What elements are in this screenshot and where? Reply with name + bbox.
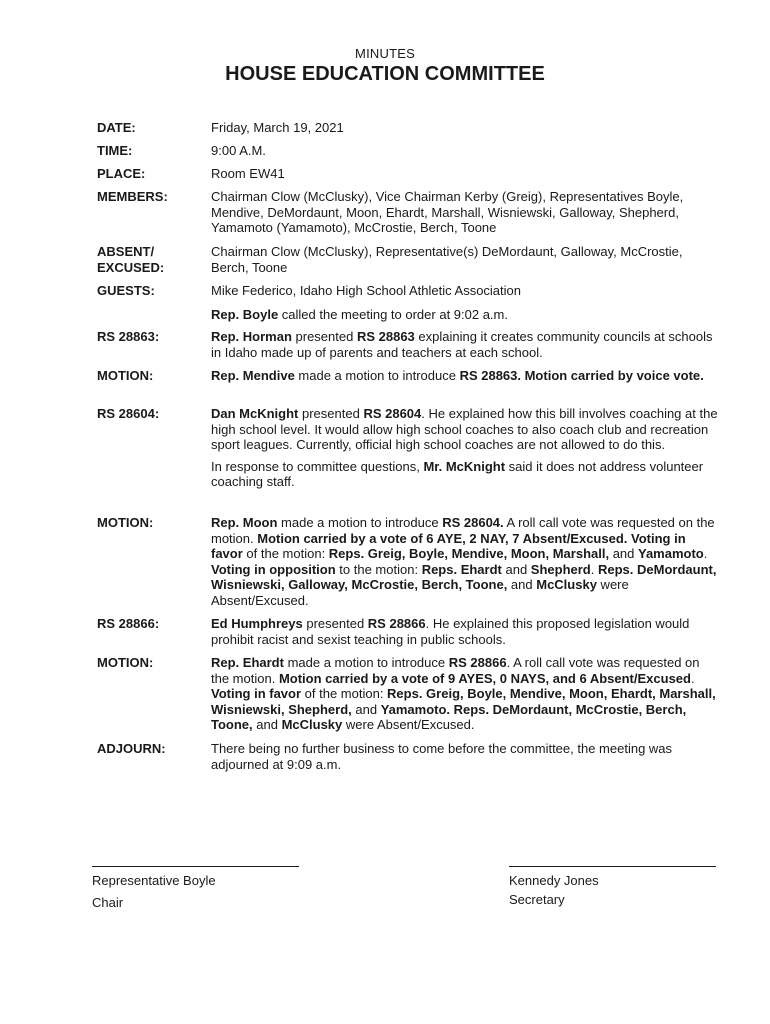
entry-paragraph: [211, 406, 719, 453]
text-run: .: [590, 561, 598, 577]
entry-label: RS 28866:: [97, 616, 160, 631]
entry-paragraph: [211, 189, 719, 236]
text-run: were Absent/Excused.: [211, 577, 629, 608]
bold-text-run: Reps. Greig, Boyle, Mendive, Moon, Marshall,: [328, 546, 610, 561]
entry-label: RS 28863:: [97, 329, 160, 344]
bold-text-run: RS 28863. Motion carried by voice vote.: [459, 368, 704, 383]
document-title: HOUSE EDUCATION COMMITTEE: [225, 63, 545, 85]
entry-content: [211, 515, 719, 608]
entry-label: MOTION:: [97, 515, 154, 530]
entry-label: MEMBERS:: [97, 189, 168, 204]
bold-text-run: Reps. Greig, Boyle, Mendive, Moon, Ehardt, Marshall, Wisniewski, Shepherd,: [211, 686, 716, 717]
bold-text-run: RS 28604: [363, 406, 422, 421]
entry-paragraph: [211, 166, 719, 182]
text-run: . A roll call vote was requested on the motion.: [211, 655, 700, 686]
entry-paragraph: [211, 120, 719, 136]
bold-text-run: Reps. Ehardt: [421, 561, 502, 577]
bold-text-run: Yamamoto: [638, 546, 704, 561]
signature-role-left: Chair: [92, 895, 124, 910]
bold-text-run: Shepherd: [530, 561, 591, 577]
text-run: There being no further business to come before the committee, the meeting was adjourned at 9:09 a.m.: [211, 741, 673, 772]
text-run: made a motion to introduce: [283, 655, 449, 670]
text-run: called the meeting to order at 9:02 a.m.: [278, 306, 508, 322]
text-run: of the motion:: [242, 546, 329, 561]
bold-text-run: Reps. DeMordaunt, Wisniewski, Galloway, McCrostie, Berch, Toone,: [211, 561, 717, 592]
entry-label: TIME:: [97, 143, 133, 158]
text-run: .: [690, 670, 695, 686]
text-run: Chairman Clow (McClusky), Vice Chairman Kerby (Greig), Representatives Boyle, Mendive, DeMordaunt, Moon, Ehardt, Marshall, Wisniewski, Galloway, Shepherd, Yamamoto (Yamamoto), McCrostie, Berch, Toone: [211, 189, 684, 235]
entry-label: ABSENT/ EXCUSED:: [97, 244, 165, 275]
entry-paragraph: [211, 329, 719, 360]
entry-paragraph: [211, 368, 719, 384]
text-run: A roll call vote was requested on the motion.: [211, 515, 715, 546]
bold-text-run: Dan McKnight: [211, 406, 299, 421]
entry-paragraph: [211, 244, 719, 275]
entry-content: [211, 616, 719, 647]
text-run: and: [501, 561, 531, 577]
entry-content: [211, 244, 719, 275]
text-run: made a motion to introduce: [294, 368, 460, 383]
bold-text-run: Voting in opposition: [211, 561, 336, 577]
signature-line-left: [92, 866, 299, 867]
text-run: Mike Federico, Idaho High School Athletic Association: [211, 283, 522, 298]
bold-text-run: RS 28866: [367, 616, 426, 631]
bold-text-run: RS 28863: [356, 329, 415, 344]
entry-label: RS 28604:: [97, 406, 160, 421]
text-run: .: [703, 546, 708, 561]
bold-text-run: Motion carried by a vote of 9 AYES, 0 NAYS, and 6 Absent/Excused: [278, 670, 691, 686]
text-run: explaining it creates community councils at schools in Idaho made up of parents and teachers at each school.: [211, 329, 713, 360]
entry-content: [211, 368, 719, 384]
entry-content: [211, 329, 719, 360]
entry-label: MOTION:: [97, 655, 154, 670]
text-run: . He explained how this bill involves coaching at the high school level. It would allow high school coaches to also coach club and recreation sport leagues. Currently, official high school coaches are not allowed to do this.: [211, 406, 718, 452]
entry-paragraph: [211, 655, 719, 733]
text-run: and: [609, 546, 638, 561]
text-run: presented: [298, 406, 364, 421]
bold-text-run: Voting in favor: [211, 686, 302, 701]
entry-content: [211, 166, 719, 182]
text-run: . He explained this proposed legislation would prohibit racist and sexist teaching in public schools.: [211, 616, 690, 647]
document-kicker: MINUTES: [355, 46, 415, 61]
text-run: were Absent/Excused.: [342, 717, 475, 732]
text-run: presented: [291, 329, 357, 344]
text-run: In response to committee questions,: [211, 458, 424, 474]
bold-text-run: Rep. Horman: [211, 329, 292, 344]
entry-paragraph: [211, 307, 719, 323]
bold-text-run: McClusky: [536, 577, 597, 592]
entry-label: GUESTS:: [97, 283, 155, 298]
signature-name-left: Representative Boyle: [92, 873, 216, 888]
entry-paragraph: [211, 283, 719, 299]
signature-name-right: Kennedy Jones: [509, 873, 599, 888]
text-run: and: [507, 577, 537, 592]
entry-content: [211, 283, 719, 322]
bold-text-run: Motion carried by a vote of 6 AYE, 2 NAY, 7 Absent/Excused. Voting in favor: [211, 530, 686, 561]
entry-content: [211, 655, 719, 733]
text-run: made a motion to introduce: [277, 515, 443, 530]
text-run: and: [252, 717, 282, 732]
text-run: said it does not address volunteer coaching staff.: [211, 458, 704, 489]
text-run: Room EW41: [211, 166, 285, 181]
entry-content: [211, 143, 719, 159]
entry-content: [211, 120, 719, 136]
entry-paragraph: [211, 459, 719, 490]
entry-label: DATE:: [97, 120, 136, 135]
text-run: presented: [302, 616, 368, 631]
bold-text-run: RS 28866: [448, 655, 507, 670]
entry-paragraph: [211, 515, 719, 608]
text-run: of the motion:: [301, 686, 388, 701]
signature-line-right: [509, 866, 716, 867]
bold-text-run: Rep. Boyle: [211, 306, 279, 322]
bold-text-run: Rep. Mendive: [211, 368, 295, 383]
bold-text-run: Ed Humphreys: [211, 616, 303, 631]
bold-text-run: Mr. McKnight: [423, 458, 506, 474]
entry-paragraph: [211, 741, 719, 772]
text-run: to the motion:: [335, 561, 422, 577]
bold-text-run: Rep. Moon: [211, 515, 278, 530]
text-run: and: [351, 701, 381, 717]
bold-text-run: Yamamoto. Reps. DeMordaunt, McCrostie, Berch, Toone,: [211, 701, 687, 732]
entry-content: [211, 189, 719, 236]
text-run: 9:00 A.M.: [211, 143, 266, 158]
text-run: Friday, March 19, 2021: [211, 120, 344, 135]
signature-role-right: Secretary: [509, 892, 565, 907]
bold-text-run: RS 28604.: [442, 515, 504, 530]
entry-label: MOTION:: [97, 368, 154, 383]
bold-text-run: Rep. Ehardt: [211, 655, 284, 670]
entry-content: [211, 406, 719, 490]
text-run: Chairman Clow (McClusky), Representative(s) DeMordaunt, Galloway, McCrostie, Berch, Toone: [211, 244, 683, 275]
entry-label: ADJOURN:: [97, 741, 166, 756]
entry-label: PLACE:: [97, 166, 146, 181]
bold-text-run: McClusky: [281, 717, 343, 732]
entry-paragraph: [211, 616, 719, 647]
entry-paragraph: [211, 143, 719, 159]
entry-content: [211, 741, 719, 772]
